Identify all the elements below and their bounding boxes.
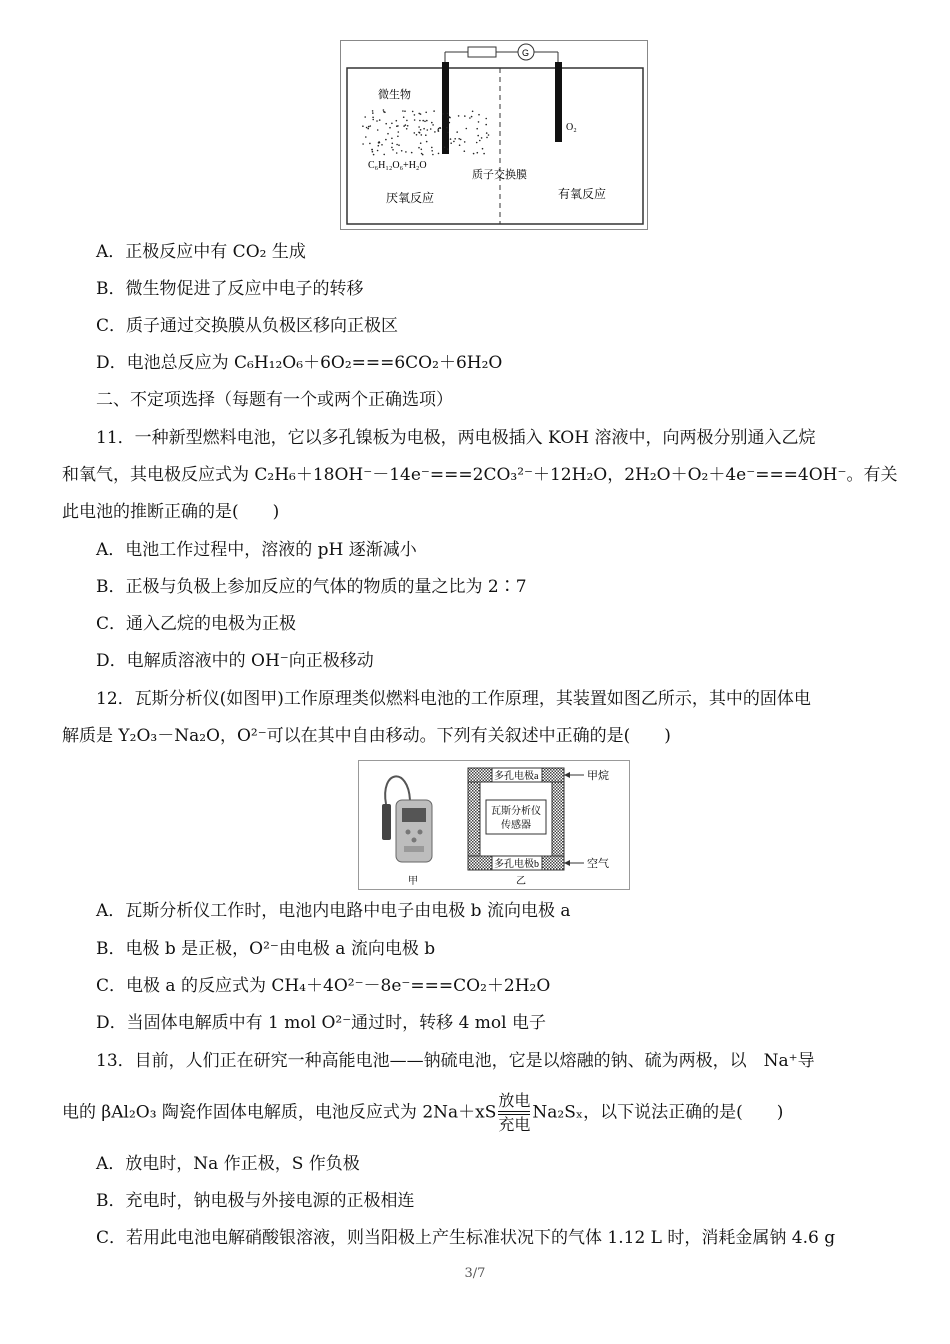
microbe-dot (447, 113, 449, 115)
microbe-dot (373, 154, 375, 156)
microbe-dot (453, 141, 455, 143)
microbe-dot (432, 154, 434, 156)
microbe-dot (479, 140, 481, 142)
microbe-dot (447, 148, 449, 150)
microbe-dot (419, 120, 421, 122)
microbe-dot (458, 138, 460, 140)
section-header: 二、不定项选择（每题有一个或两个正确选项） (96, 390, 453, 410)
microbe-dot (406, 128, 408, 130)
microbe-dot (432, 124, 434, 126)
microbe-dot (456, 131, 458, 133)
q13-stem-line1: 13．目前，人们正在研究一种高能电池——钠硫电池，它是以熔融的钠、硫为两极，以 Na⁺导 (96, 1051, 815, 1071)
microbe-dot (407, 125, 409, 127)
q10-option-a: A．正极反应中有 CO₂ 生成 (96, 242, 306, 262)
microbe-dot (482, 148, 484, 150)
charge-label: 充电 (498, 1115, 531, 1134)
microbe-dot (406, 120, 408, 122)
q11-stem-line2: 和氧气，其电极反应式为 C₂H₆＋18OH⁻－14e⁻===2CO₃²⁻＋12H₂O，2H₂O＋O₂＋4e⁻===4OH⁻。有关 (62, 465, 898, 485)
microbe-dot (398, 144, 400, 146)
microbe-dot (472, 111, 474, 113)
microbial-fuel-cell-figure (340, 40, 648, 230)
microbe-dot (372, 112, 374, 114)
microbe-dot (371, 149, 373, 151)
q12-option-a: A．瓦斯分析仪工作时，电池内电路中电子由电极 b 流向电极 a (96, 901, 571, 921)
microbe-dot (403, 116, 405, 118)
microbe-dot (381, 144, 383, 146)
microbe-dot (414, 119, 416, 121)
microbe-dot (449, 122, 451, 124)
q11-stem-line3: 此电池的推断正确的是( ) (62, 502, 280, 522)
microbe-dot (418, 113, 420, 115)
q11-option-b: B．正极与负极上参加反应的气体的物质的量之比为 2∶7 (96, 577, 527, 597)
electrode-a-label: 多孔电极a (494, 771, 539, 782)
microbe-dot (431, 150, 433, 152)
microbe-dot (364, 116, 366, 118)
q12-option-d: D．当固体电解质中有 1 mol O²⁻通过时，转移 4 mol 电子 (96, 1013, 546, 1033)
microbe-dot (420, 129, 422, 131)
microbe-dot (422, 154, 424, 156)
microbe-dot (431, 122, 433, 124)
membrane-label: 质子交换膜 (472, 169, 527, 181)
microbe-dot (486, 132, 488, 134)
microbe-dot (367, 128, 369, 130)
microbe-dot (362, 143, 364, 145)
microbe-dot (421, 134, 423, 136)
microbe-dot (414, 114, 416, 116)
microbe-dot (477, 152, 479, 154)
microbe-dot (391, 147, 393, 149)
microbe-label: 微生物 (378, 89, 411, 101)
microbe-dot (438, 130, 440, 132)
q12-stem-line2: 解质是 Y₂O₃－Na₂O，O²⁻可以在其中自由移动。下列有关叙述中正确的是( ) (62, 726, 671, 746)
q11-option-c: C．通入乙烷的电极为正极 (96, 614, 297, 634)
microbe-dot (460, 139, 462, 141)
galvanometer-label: G (522, 48, 530, 58)
q12-stem-line1: 12．瓦斯分析仪(如图甲)工作原理类似燃料电池的工作原理，其装置如图乙所示，其中的固体电 (96, 689, 811, 709)
microbe-dot (397, 125, 399, 127)
microbe-dot (391, 123, 393, 125)
microbe-dot (420, 142, 422, 144)
air-label: 空气 (587, 858, 609, 870)
microbe-dot (430, 128, 432, 130)
microbe-dot (421, 149, 423, 151)
microbe-dot (411, 152, 413, 154)
microbe-dot (425, 112, 427, 114)
microbe-dot (376, 120, 378, 122)
microbe-dot (473, 153, 475, 155)
microbe-dot (362, 125, 364, 127)
microbe-dot (431, 147, 433, 149)
anaerobic-label: 厌氧反应 (386, 191, 435, 205)
microbe-dot (372, 110, 374, 112)
microbe-dot (405, 124, 407, 126)
microbe-dot (426, 141, 428, 143)
microbe-dot (459, 144, 461, 146)
microbe-dot (476, 128, 478, 130)
microbe-dot (377, 129, 379, 131)
q10-option-c: C．质子通过交换膜从负极区移向正极区 (96, 316, 399, 336)
microbe-dot (458, 115, 460, 117)
q13-stem-line2-end: Na₂Sₓ，以下说法正确的是( ) (532, 1102, 784, 1123)
microbe-dot (414, 132, 416, 134)
microbe-dot (477, 135, 479, 137)
microbe-dot (379, 119, 381, 121)
microbe-dot (392, 149, 394, 151)
microbe-dot (372, 117, 374, 119)
microbe-dot (383, 111, 385, 113)
microbe-dot (422, 120, 424, 122)
q10-option-b: B．微生物促进了反应中电子的转移 (96, 279, 364, 299)
microbe-dot (383, 154, 385, 156)
sensor-label-1: 瓦斯分析仪 (491, 806, 541, 817)
microbe-dot (450, 142, 452, 144)
microbe-dot (389, 127, 391, 129)
microbe-dot (433, 110, 435, 112)
q12-option-c: C．电极 a 的反应式为 CH₄＋4O²⁻－8e⁻===CO₂＋2H₂O (96, 976, 551, 996)
microbe-dot (425, 134, 427, 136)
microbe-dot (447, 116, 449, 118)
microbe-dot (418, 147, 420, 149)
microbe-dot (450, 138, 452, 140)
microbe-dot (442, 113, 444, 115)
microbe-dot (396, 120, 398, 122)
microbe-dot (396, 144, 398, 146)
microbe-dot (478, 114, 480, 116)
microbe-dot (385, 139, 387, 141)
microbe-dot (378, 141, 380, 143)
microbe-dot (478, 121, 480, 123)
q11-stem-line1: 11．一种新型燃料电池，它以多孔镍板为电极，两电极插入 KOH 溶液中，向两极分别通入乙烷 (96, 428, 816, 448)
microbe-dot (385, 123, 387, 125)
microbe-dot (488, 134, 490, 136)
microbe-dot (464, 150, 466, 152)
figure-yi-label: 乙 (516, 876, 526, 887)
microbe-dot (369, 143, 371, 145)
microbe-dot (471, 116, 473, 118)
microbe-dot (447, 132, 449, 134)
discharge-label: 放电 (498, 1091, 531, 1110)
microbe-dot (464, 141, 466, 143)
microbe-dot (365, 136, 367, 138)
microbe-dot (476, 142, 478, 144)
microbe-dot (485, 124, 487, 126)
microbe-dot (368, 126, 370, 128)
microbe-dot (418, 132, 420, 134)
q13-stem-line2-start: 电的 βAl₂O₃ 陶瓷作固体电解质，电池反应式为 2Na＋xS (62, 1102, 497, 1123)
microbe-dot (423, 128, 425, 130)
methane-label: 甲烷 (587, 770, 609, 782)
microbe-dot (372, 151, 374, 153)
microbe-dot (412, 111, 414, 113)
q13-option-c: C．若用此电池电解硝酸银溶液，则当阳极上产生标准状况下的气体 1.12 L 时，消耗金属钠 4.6 g (96, 1228, 836, 1248)
microbe-dot (424, 121, 426, 123)
o2-label: O₂ (566, 122, 577, 133)
microbe-dot (372, 119, 374, 121)
sensor-label-2: 传感器 (501, 820, 531, 831)
q13-option-b: B．充电时，钠电极与外接电源的正极相连 (96, 1191, 415, 1211)
microbe-dot (427, 129, 429, 131)
q11-option-d: D．电解质溶液中的 OH⁻向正极移动 (96, 651, 374, 671)
microbe-dot (370, 125, 372, 127)
microbe-dot (377, 150, 379, 152)
q13-option-a: A．放电时，Na 作正极，S 作负极 (96, 1154, 360, 1174)
microbe-dot (485, 118, 487, 120)
glucose-label: C₆H₁₂O₆+H₂O (368, 160, 427, 171)
microbe-dot (434, 131, 436, 133)
microbe-dot (439, 127, 441, 129)
microbe-dot (404, 110, 406, 112)
page-number: 3/7 (464, 1266, 486, 1281)
microbe-dot (405, 151, 407, 153)
microbe-dot (486, 137, 488, 139)
microbe-dot (403, 125, 405, 127)
microbe-dot (416, 134, 418, 136)
q13-stem-line2 (62, 1092, 783, 1134)
microbe-dot (396, 152, 398, 154)
microbe-dot (401, 150, 403, 152)
q12-option-b: B．电极 b 是正极，O²⁻由电极 a 流向电极 b (96, 939, 436, 959)
figure-jia-label: 甲 (408, 876, 418, 887)
microbe-dot (397, 136, 399, 138)
microbe-dot (481, 137, 483, 139)
microbe-dot (469, 117, 471, 119)
microbe-dot (418, 126, 420, 128)
microbe-dot (454, 138, 456, 140)
electrode-b-label: 多孔电极b (494, 859, 539, 870)
microbe-dot (444, 147, 446, 149)
microbe-dot (426, 120, 428, 122)
microbe-dot (378, 145, 380, 147)
q11-option-a: A．电池工作过程中，溶液的 pH 逐渐减小 (96, 540, 417, 560)
reaction-arrow (498, 1092, 530, 1134)
q10-option-d: D．电池总反应为 C₆H₁₂O₆＋6O₂===6CO₂＋6H₂O (96, 353, 503, 373)
microbe-dot (466, 128, 468, 130)
microbe-dot (449, 117, 451, 119)
microbe-dot (383, 109, 385, 111)
microbe-dot (392, 143, 394, 145)
microbe-dot (402, 110, 404, 112)
microbe-dot (464, 115, 466, 117)
microbe-dot (398, 131, 400, 133)
microbe-dot (446, 127, 448, 129)
microbe-dot (387, 133, 389, 135)
microbe-dot (366, 127, 368, 129)
gas-analyzer-figure (358, 760, 630, 890)
aerobic-label: 有氧反应 (558, 187, 607, 201)
microbe-dot (391, 138, 393, 140)
microbe-dot (438, 153, 440, 155)
microbe-dot (483, 153, 485, 155)
